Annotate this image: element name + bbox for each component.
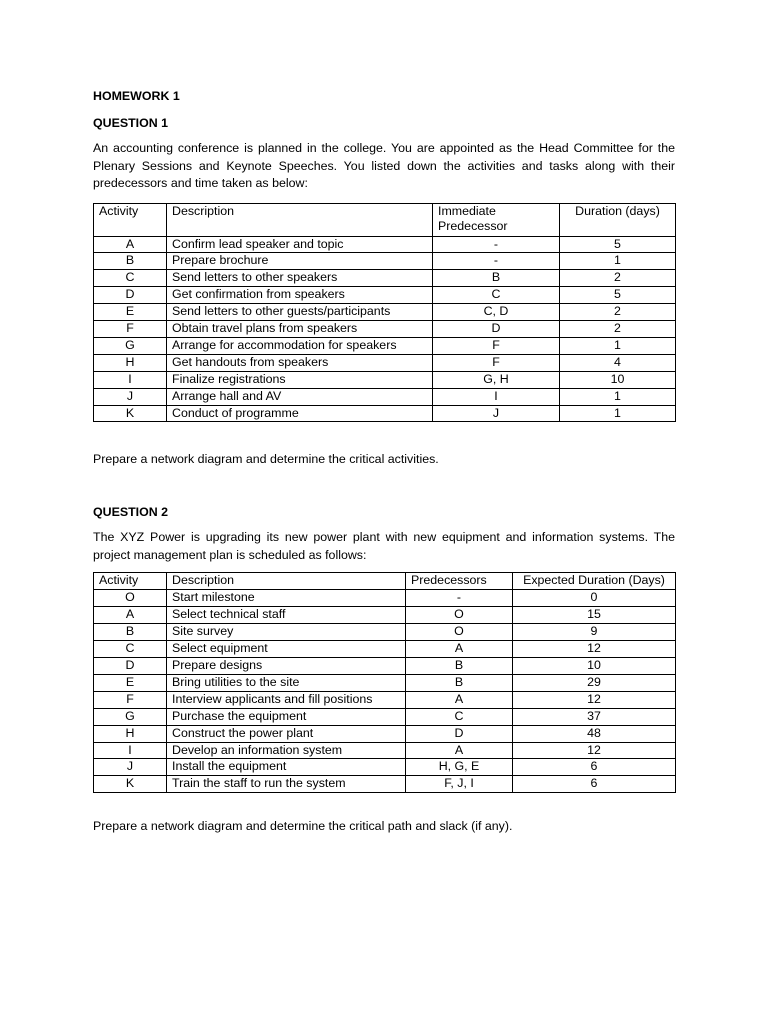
description-cell: Site survey [167,624,406,641]
activity-cell: I [94,742,167,759]
activity-cell: A [94,607,167,624]
predecessor-cell: - [406,590,513,607]
duration-cell: 10 [560,371,676,388]
question-2-table [93,572,676,793]
question-1-prompt: Prepare a network diagram and determine the critical activities. [93,452,439,467]
description-cell: Confirm lead speaker and topic [167,236,433,253]
predecessor-cell: C [433,287,560,304]
header-activity: Activity [94,573,167,590]
table-row [94,674,676,691]
description-cell: Arrange for accommodation for speakers [167,337,433,354]
activity-cell: H [94,354,167,371]
duration-cell: 15 [513,607,676,624]
duration-cell: 2 [560,304,676,321]
predecessor-cell: F, J, I [406,776,513,793]
table-row [94,658,676,675]
predecessor-cell: C [406,708,513,725]
table-row [94,270,676,287]
description-cell: Train the staff to run the system [167,776,406,793]
header-activity: Activity [94,203,167,236]
duration-cell: 0 [513,590,676,607]
table-row [94,304,676,321]
activity-cell: J [94,759,167,776]
duration-cell: 1 [560,253,676,270]
description-cell: Obtain travel plans from speakers [167,321,433,338]
table-row [94,354,676,371]
activity-cell: E [94,304,167,321]
description-cell: Interview applicants and fill positions [167,691,406,708]
table-row [94,253,676,270]
description-cell: Send letters to other guests/participants [167,304,433,321]
duration-cell: 2 [560,270,676,287]
table-row [94,708,676,725]
table-row [94,776,676,793]
description-cell: Get confirmation from speakers [167,287,433,304]
activity-cell: E [94,674,167,691]
duration-cell: 5 [560,287,676,304]
duration-cell: 10 [513,658,676,675]
activity-cell: K [94,405,167,422]
activity-cell: C [94,641,167,658]
activity-cell: K [94,776,167,793]
duration-cell: 6 [513,776,676,793]
header-duration: Duration (days) [560,203,676,236]
activity-cell: D [94,287,167,304]
description-cell: Finalize registrations [167,371,433,388]
table-row [94,287,676,304]
predecessor-cell: F [433,354,560,371]
activity-cell: G [94,337,167,354]
header-description: Description [167,203,433,236]
activity-cell: G [94,708,167,725]
table-row [94,607,676,624]
activity-cell: C [94,270,167,287]
table-row [94,742,676,759]
duration-cell: 1 [560,388,676,405]
duration-cell: 1 [560,405,676,422]
activity-cell: O [94,590,167,607]
predecessor-cell: B [433,270,560,287]
duration-cell: 9 [513,624,676,641]
table-row [94,641,676,658]
predecessor-cell: A [406,691,513,708]
description-cell: Construct the power plant [167,725,406,742]
description-cell: Prepare brochure [167,253,433,270]
predecessor-cell: I [433,388,560,405]
description-cell: Conduct of programme [167,405,433,422]
table-row [94,321,676,338]
description-cell: Purchase the equipment [167,708,406,725]
description-cell: Select technical staff [167,607,406,624]
document-page [93,85,675,835]
table-row [94,371,676,388]
activity-cell: B [94,253,167,270]
predecessor-cell: D [433,321,560,338]
table-row [94,590,676,607]
header-predecessor: Immediate Predecessor [433,203,560,236]
question-1-title: QUESTION 1 [93,116,169,130]
activity-cell: B [94,624,167,641]
question-1-table [93,203,676,423]
description-cell: Select equipment [167,641,406,658]
activity-cell: F [94,321,167,338]
predecessor-cell: - [433,236,560,253]
predecessor-cell: J [433,405,560,422]
duration-cell: 2 [560,321,676,338]
question-2-title: QUESTION 2 [93,505,169,520]
header-expected-duration: Expected Duration (Days) [513,573,676,590]
table-row [94,691,676,708]
table-header-row [94,203,676,236]
description-cell: Bring utilities to the site [167,674,406,691]
description-cell: Get handouts from speakers [167,354,433,371]
predecessor-cell: O [406,607,513,624]
header-predecessors: Predecessors [406,573,513,590]
duration-cell: 37 [513,708,676,725]
duration-cell: 12 [513,641,676,658]
predecessor-cell: A [406,641,513,658]
table-row [94,337,676,354]
activity-cell: D [94,658,167,675]
predecessor-cell: A [406,742,513,759]
table-header-row [94,573,676,590]
description-cell: Install the equipment [167,759,406,776]
duration-cell: 12 [513,691,676,708]
description-cell: Send letters to other speakers [167,270,433,287]
predecessor-cell: F [433,337,560,354]
table-row [94,759,676,776]
duration-cell: 6 [513,759,676,776]
question-2-intro: The XYZ Power is upgrading its new power plant with new equipment and information systems. The project management plan is scheduled as follows: [93,530,675,562]
table-row [94,725,676,742]
activity-cell: J [94,388,167,405]
predecessor-cell: B [406,658,513,675]
activity-cell: A [94,236,167,253]
predecessor-cell: - [433,253,560,270]
duration-cell: 48 [513,725,676,742]
table-row [94,624,676,641]
homework-title: HOMEWORK 1 [93,89,180,103]
activity-cell: H [94,725,167,742]
description-cell: Arrange hall and AV [167,388,433,405]
activity-cell: I [94,371,167,388]
header-description: Description [167,573,406,590]
table-row [94,236,676,253]
predecessor-cell: O [406,624,513,641]
question-1-intro: An accounting conference is planned in the college. You are appointed as the Head Committee for the Plenary Sessions and Keynote Speeches. You listed down the activities and tasks along with their predecessors and time taken as below: [93,141,675,190]
duration-cell: 5 [560,236,676,253]
predecessor-cell: C, D [433,304,560,321]
predecessor-cell: B [406,674,513,691]
duration-cell: 29 [513,674,676,691]
activity-cell: F [94,691,167,708]
predecessor-cell: D [406,725,513,742]
duration-cell: 1 [560,337,676,354]
description-cell: Start milestone [167,590,406,607]
duration-cell: 12 [513,742,676,759]
table-row [94,388,676,405]
predecessor-cell: H, G, E [406,759,513,776]
duration-cell: 4 [560,354,676,371]
description-cell: Develop an information system [167,742,406,759]
description-cell: Prepare designs [167,658,406,675]
question-2-prompt: Prepare a network diagram and determine the critical path and slack (if any). [93,819,513,834]
predecessor-cell: G, H [433,371,560,388]
table-row [94,405,676,422]
